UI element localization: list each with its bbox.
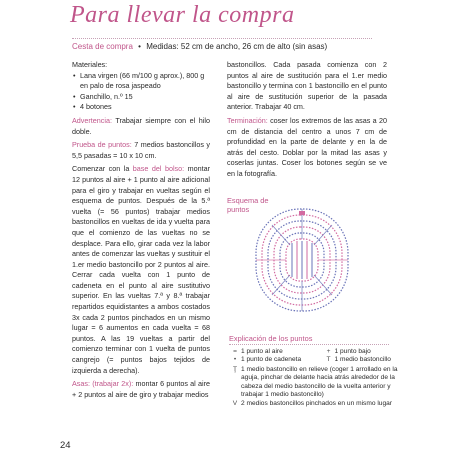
gauge-text: 7 medios bastoncillos y 5,5 pasadas = 10 x 10 cm. (72, 140, 210, 160)
handles-text: montar 6 puntos al aire + 2 puntos al aire de giro y trabajar medios (72, 379, 211, 399)
increase-text: 2 medios bastoncillos pinchados en un mismo lugar (241, 400, 393, 408)
page-number: 24 (60, 440, 71, 451)
finishing-text: coser los extremos de las asas a 20 cm de distancia del centro a unos 7 cm de profundidad en la parte de delante y en la de atrás del cesto. Doblar por la mitad las asas y coserlas juntas. Coser los botones según se ve en la fotografía. (227, 115, 387, 178)
material-item (72, 71, 210, 92)
relief-stitch-symbol: Ţ (232, 365, 238, 373)
slip-stitch-text: 1 punto de cadeneta (241, 356, 302, 364)
materials-title: Materiales: (72, 60, 108, 69)
legend-cell (229, 356, 323, 364)
half-double-text: 1 medio bastoncillo (334, 356, 391, 364)
project-name: Cesta de compra (72, 42, 133, 51)
relief-stitch-text: 1 medio bastoncillo en relieve (coger 1 arrollado en la aguja, pinchar de delante hacia atrás alrededor de la cabeza del medio bastoncillo de la vuelta anterior y trabajar 1 medio bastoncillo) (241, 365, 398, 399)
legend-cell (229, 348, 323, 356)
base-text: montar 12 puntos al aire + 1 punto al aire adicional para el giro y trabajar en vueltas según el esquema de puntos. Después de la 5.ª vuelta (= 56 puntos) trabajar medios bastoncillos en vueltas de ida y vuelta para que el comienzo de las vueltas no se desplace. Para ello, girar cada vez la labor antes de comenzar las vueltas y sustituir el 1.er medio bastoncillo por 2 puntos al aire. Cerrar cada vuelta con 1 punto de cadeneta en el punto al aire sustitutivo superior. En las vueltas 7.ª y 8.ª trabajar repartidos equidistantes a ambos costados 3x cada 2 puntos pinchados en un mismo lugar = 6 aumentos en cada vuelta = 68 puntos. A las 19 vueltas a partir del comienzo terminar con 1 vuelta de puntos cangrejo (= puntos bajos tejidos de izquierda a derecha). (72, 164, 210, 375)
page-title: Para llevar la compra (70, 2, 295, 28)
materials-list (72, 71, 210, 113)
base-text-start: Comenzar con la (72, 164, 133, 174)
handles-label: Asas: (trabajar 2x): (72, 379, 134, 389)
diagram-start-marker (299, 211, 305, 215)
legend-row (229, 348, 399, 356)
slip-stitch-symbol: • (233, 356, 237, 364)
legend-cell (323, 356, 400, 364)
chain-stitch-symbol: = (233, 348, 237, 355)
right-column (227, 60, 387, 183)
stitch-diagram (252, 205, 352, 315)
legend-divider (229, 344, 389, 345)
gauge-label: Prueba de puntos: (72, 140, 132, 150)
stitch-legend (229, 348, 399, 409)
single-crochet-text: 1 punto bajo (334, 348, 371, 355)
legend-row (229, 400, 399, 408)
left-column (72, 60, 210, 403)
warning-text: Trabajar siempre con el hilo doble. (72, 115, 210, 136)
chain-stitch-text: 1 punto al aire (241, 348, 283, 355)
increase-symbol: V (232, 400, 238, 408)
project-measures: Medidas: 52 cm de ancho, 26 cm de alto (sin asas) (146, 42, 328, 51)
finishing-paragraph (227, 116, 387, 180)
half-double-symbol: T (326, 356, 331, 364)
base-label: base del bolso: (132, 164, 185, 174)
handles-continued: bastoncillos. Cada pasada comienza con 2 puntos al aire de sustitución para el 1.er medio bastoncillo y termina con 1 bastoncillo en el punto al aire de sustitución superior de la pasada anterior. Trabajar 40 cm. (227, 60, 387, 112)
material-wool: Lana virgen (66 m/100 g aprox.), 800 g (80, 70, 205, 80)
legend-row (229, 366, 399, 400)
project-header (72, 42, 412, 52)
single-crochet-symbol: + (326, 348, 331, 355)
diagram-stitch-columns (292, 241, 312, 279)
material-wool-color: en palo de rosa jaspeado (80, 81, 161, 91)
warning-paragraph (72, 116, 210, 137)
material-item: • Ganchillo, n.º 15 (72, 92, 210, 103)
warning-label: Advertencia: (72, 115, 112, 125)
handles-paragraph (72, 379, 210, 400)
base-paragraph (72, 164, 210, 376)
legend-title: Explicación de los puntos (229, 334, 313, 343)
title-divider (72, 38, 372, 39)
gauge-paragraph (72, 140, 210, 161)
header-bullet: • (138, 42, 141, 51)
material-item: • 4 botones (72, 102, 210, 113)
diagram-label: Esquema de puntos (227, 196, 269, 214)
legend-row (229, 356, 399, 364)
legend-cell (323, 348, 400, 356)
finishing-label: Terminación: (227, 115, 268, 125)
